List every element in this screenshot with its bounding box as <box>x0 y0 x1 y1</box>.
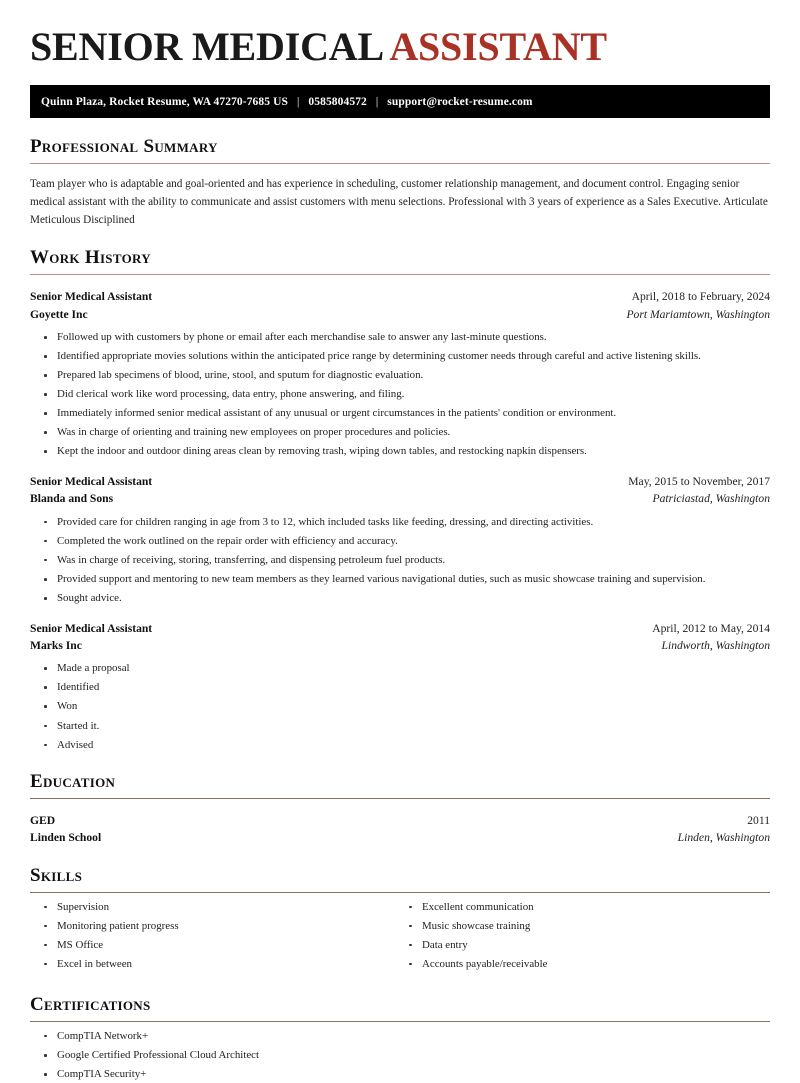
skill-item: Monitoring patient progress <box>30 919 400 934</box>
skill-item: MS Office <box>30 938 400 953</box>
education-school-row <box>30 829 770 846</box>
candidate-name <box>30 0 770 68</box>
work-job-title: Senior Medical Assistant <box>30 621 153 635</box>
section-divider-summary <box>30 163 770 164</box>
candidate-name-first: SENIOR MEDICAL <box>30 24 390 69</box>
contact-phone[interactable]: 0585804572 <box>308 95 367 108</box>
contact-separator-2: | <box>375 95 379 108</box>
skill-item: Excel in between <box>30 957 400 972</box>
skill-item: Music showcase training <box>400 919 770 934</box>
education-degree: GED <box>30 813 56 827</box>
work-bullet-list <box>30 330 770 460</box>
work-company: Blanda and Sons <box>30 492 114 506</box>
section-divider-skills <box>30 892 770 893</box>
work-bullet: Advised <box>30 738 770 753</box>
work-bullet: Identified <box>30 680 770 695</box>
skill-item: Excellent communication <box>400 900 770 915</box>
contact-bar <box>30 85 770 118</box>
work-bullet: Sought advice. <box>30 591 770 606</box>
section-title-certifications: Certifications <box>30 993 151 1015</box>
contact-address: Quinn Plaza, Rocket Resume, WA 47270-7685 US <box>41 95 288 108</box>
certification-item: Google Certified Professional Cloud Architect <box>30 1048 770 1063</box>
section-certifications <box>30 995 770 1083</box>
work-bullet: Prepared lab specimens of blood, urine, stool, and sputum for diagnostic evaluation. <box>30 368 770 383</box>
work-job-title: Senior Medical Assistant <box>30 290 153 304</box>
skills-columns <box>30 900 770 976</box>
work-entry-company-row <box>30 637 770 654</box>
work-bullet: Made a proposal <box>30 661 770 676</box>
certifications-list <box>30 1029 770 1083</box>
education-school: Linden School <box>30 831 102 845</box>
work-bullet: Started it. <box>30 719 770 734</box>
candidate-name-last: ASSISTANT <box>389 24 607 69</box>
contact-email[interactable]: support@rocket-resume.com <box>387 95 533 108</box>
work-entry <box>30 288 770 460</box>
work-dates: April, 2018 to February, 2024 <box>631 290 770 304</box>
work-bullet: Provided care for children ranging in age from 3 to 12, which included tasks like feeding, dressing, and directing activities. <box>30 515 770 530</box>
section-title-work: Work History <box>30 247 151 269</box>
section-work-history <box>30 248 770 753</box>
work-entry-title-row <box>30 620 770 637</box>
section-divider-certifications <box>30 1021 770 1022</box>
skills-column-1 <box>30 900 400 976</box>
section-title-summary: Professional Summary <box>30 136 218 157</box>
work-location: Port Mariamtown, Washington <box>626 307 770 321</box>
section-professional-summary <box>30 137 770 229</box>
summary-text: Team player who is adaptable and goal-oriented and has experience in scheduling, customer relationship management, and document control. Engaging senior medical assistant with the ability to communicate and assist customers with menu selections. Professional with 3 years of experience as a Sales Executive. Articulate Meticulous Disciplined <box>30 177 768 227</box>
work-entry <box>30 473 770 607</box>
certification-item: CompTIA Security+ <box>30 1067 770 1082</box>
work-location: Lindworth, Washington <box>661 638 770 652</box>
education-location: Linden, Washington <box>677 831 770 845</box>
work-job-title: Senior Medical Assistant <box>30 474 153 488</box>
work-dates: April, 2012 to May, 2014 <box>652 621 770 635</box>
section-divider-education <box>30 798 770 799</box>
work-entry-title-row <box>30 288 770 305</box>
work-bullet: Provided support and mentoring to new team members as they learned various navigational duties, such as music showcase training and supervision. <box>30 572 770 587</box>
work-bullet: Identified appropriate movies solutions within the anticipated price range by determining customer needs through careful and active listening skills. <box>30 349 770 364</box>
education-year: 2011 <box>747 813 770 827</box>
section-title-skills: Skills <box>30 864 83 886</box>
work-company: Marks Inc <box>30 638 82 652</box>
work-entry-company-row <box>30 490 770 507</box>
work-bullet: Did clerical work like word processing, data entry, phone answering, and filing. <box>30 387 770 402</box>
skill-item: Data entry <box>400 938 770 953</box>
work-bullet: Completed the work outlined on the repair order with efficiency and accuracy. <box>30 534 770 549</box>
work-bullet-list <box>30 661 770 753</box>
education-entry <box>30 812 770 847</box>
work-bullet: Immediately informed senior medical assistant of any unusual or urgent circumstances in the patients' condition or environment. <box>30 406 770 421</box>
work-location: Patriciastad, Washington <box>652 492 770 506</box>
work-bullet: Was in charge of orienting and training new employees on proper procedures and policies. <box>30 425 770 440</box>
section-education <box>30 772 770 847</box>
education-degree-row <box>30 812 770 829</box>
contact-separator-1: | <box>296 95 300 108</box>
section-skills <box>30 866 770 976</box>
section-divider-work <box>30 274 770 275</box>
work-dates: May, 2015 to November, 2017 <box>628 474 770 488</box>
certification-item: CompTIA Network+ <box>30 1029 770 1044</box>
section-title-education: Education <box>30 771 116 793</box>
work-entry-company-row <box>30 306 770 323</box>
skill-item: Supervision <box>30 900 400 915</box>
work-bullet-list <box>30 515 770 607</box>
skills-column-2 <box>400 900 770 976</box>
work-entry <box>30 620 770 754</box>
work-bullet: Kept the indoor and outdoor dining areas clean by removing trash, wiping down tables, and restocking napkin dispensers. <box>30 444 770 459</box>
work-company: Goyette Inc <box>30 307 88 321</box>
work-entry-title-row <box>30 473 770 490</box>
work-bullet: Was in charge of receiving, storing, transferring, and dispensing petroleum fuel products. <box>30 553 770 568</box>
work-bullet: Won <box>30 699 770 714</box>
work-bullet: Followed up with customers by phone or email after each merchandise sale to answer any last-minute questions. <box>30 330 770 345</box>
skill-item: Accounts payable/receivable <box>400 957 770 972</box>
